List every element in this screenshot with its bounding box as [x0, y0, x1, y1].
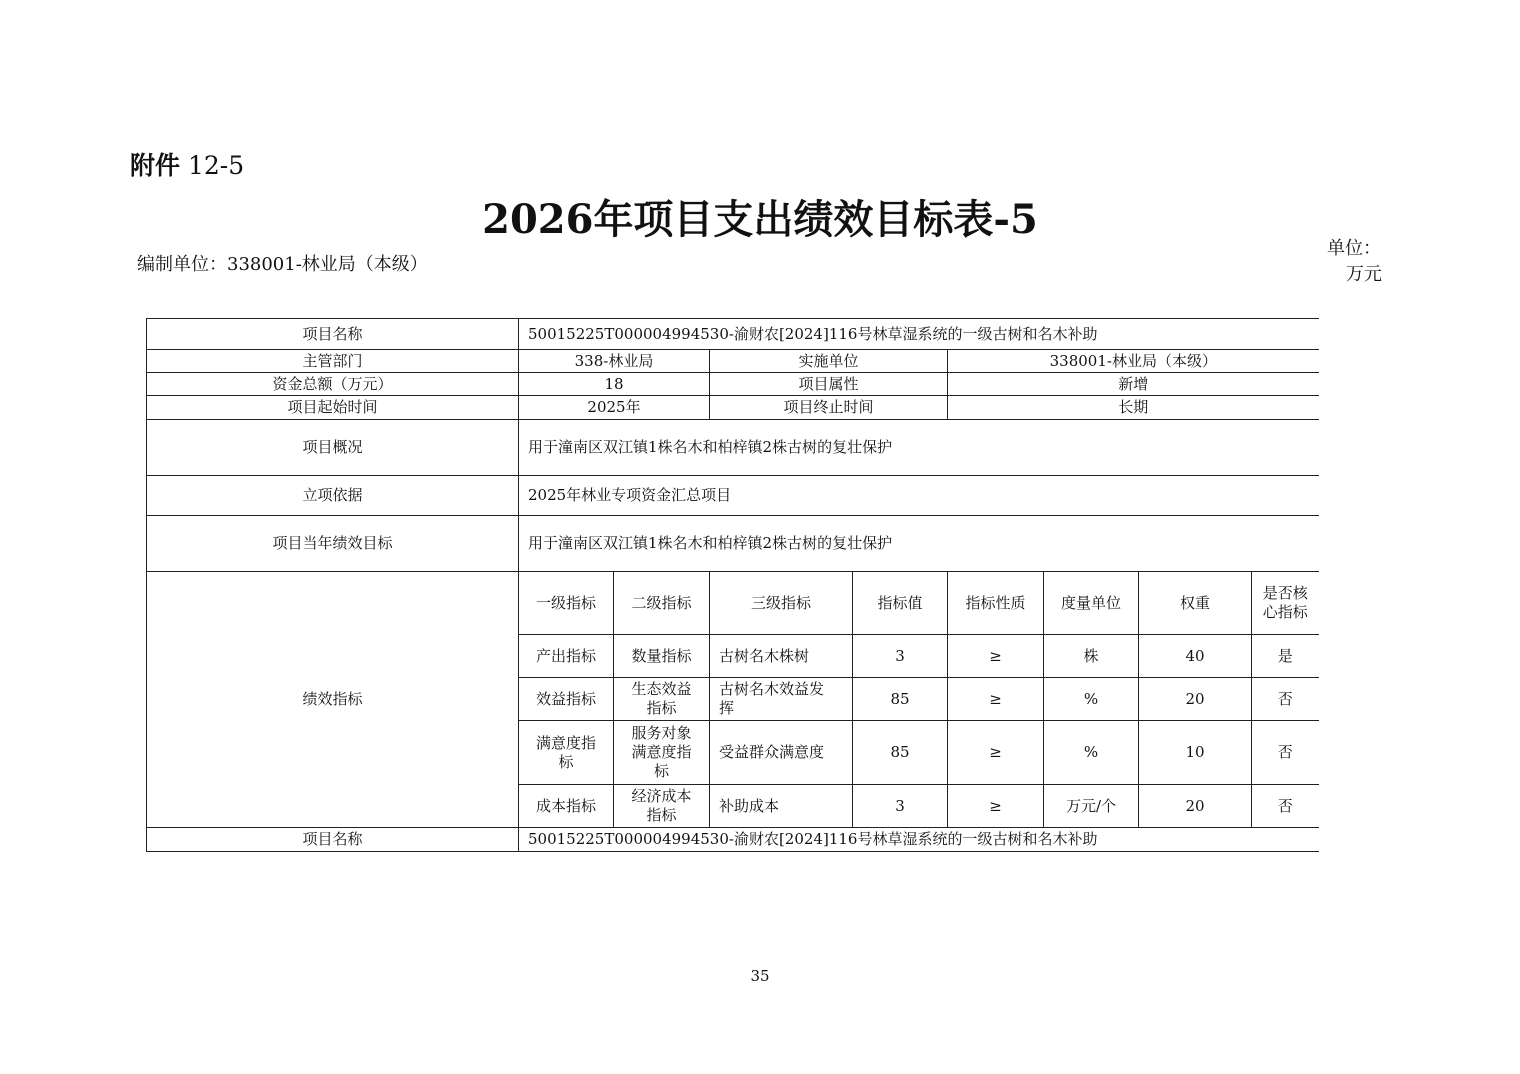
indicator-weight: 10 — [1139, 721, 1252, 785]
indicator-unit: % — [1044, 721, 1139, 785]
indicator-l3: 古树名木株树 — [710, 635, 853, 678]
unit-label: 单位： — [1327, 238, 1381, 259]
indicator-unit: % — [1044, 678, 1139, 721]
indicator-l2: 数量指标 — [614, 635, 710, 678]
attr-label: 项目属性 — [710, 373, 948, 396]
header-nature: 指标性质 — [948, 572, 1044, 635]
indicator-value: 3 — [853, 635, 948, 678]
project-name-value: 50015225T000004994530-渝财农[2024]116号林草湿系统的一级古树和名木补助 — [519, 319, 1319, 350]
indicator-l3: 受益群众满意度 — [710, 721, 853, 785]
attr-value: 新增 — [948, 373, 1319, 396]
indicator-value: 85 — [853, 678, 948, 721]
indicator-nature: ≥ — [948, 678, 1044, 721]
header-core: 是否核心指标 — [1252, 572, 1319, 635]
indicator-value: 85 — [853, 721, 948, 785]
footer-name-label: 项目名称 — [147, 828, 519, 852]
basis-value: 2025年林业专项资金汇总项目 — [519, 476, 1319, 516]
indicators-label: 绩效指标 — [147, 572, 519, 828]
table-row — [147, 373, 1319, 396]
indicator-core: 否 — [1252, 785, 1319, 828]
table-row — [147, 828, 1319, 852]
overview-label: 项目概况 — [147, 420, 519, 476]
header-l1: 一级指标 — [519, 572, 614, 635]
fund-value: 18 — [519, 373, 710, 396]
indicator-l1: 成本指标 — [519, 785, 614, 828]
indicator-l2: 服务对象满意度指标 — [614, 721, 710, 785]
attachment-number: 12-5 — [187, 151, 245, 180]
start-value: 2025年 — [519, 396, 710, 420]
compiling-unit: 编制单位：338001-林业局（本级） — [137, 254, 428, 275]
table-row — [147, 396, 1319, 420]
header-l2: 二级指标 — [614, 572, 710, 635]
end-label: 项目终止时间 — [710, 396, 948, 420]
indicator-l3: 古树名木效益发挥 — [710, 678, 853, 721]
page-title: 2026年项目支出绩效目标表-5 — [482, 196, 1038, 243]
page-number: 35 — [750, 967, 770, 985]
table-row — [147, 319, 1319, 350]
attachment-label — [130, 146, 244, 182]
unit-value: 万元 — [1346, 264, 1382, 285]
impl-label: 实施单位 — [710, 350, 948, 373]
indicator-l2: 生态效益指标 — [614, 678, 710, 721]
table-row — [147, 476, 1319, 516]
attachment-prefix: 附件 — [130, 151, 181, 180]
indicator-weight: 40 — [1139, 635, 1252, 678]
indicator-value: 3 — [853, 785, 948, 828]
indicator-nature: ≥ — [948, 721, 1044, 785]
dept-label: 主管部门 — [147, 350, 519, 373]
indicator-nature: ≥ — [948, 635, 1044, 678]
indicator-l3: 补助成本 — [710, 785, 853, 828]
unit-note — [1327, 236, 1382, 288]
indicator-l1: 效益指标 — [519, 678, 614, 721]
table-row — [147, 350, 1319, 373]
performance-table — [146, 318, 1319, 852]
header-value: 指标值 — [853, 572, 948, 635]
goal-label: 项目当年绩效目标 — [147, 516, 519, 572]
fund-label: 资金总额（万元） — [147, 373, 519, 396]
indicator-weight: 20 — [1139, 785, 1252, 828]
indicator-l1: 产出指标 — [519, 635, 614, 678]
table-row — [147, 516, 1319, 572]
indicator-nature: ≥ — [948, 785, 1044, 828]
indicator-weight: 20 — [1139, 678, 1252, 721]
header-l3: 三级指标 — [710, 572, 853, 635]
header-unit: 度量单位 — [1044, 572, 1139, 635]
indicator-unit: 株 — [1044, 635, 1139, 678]
start-label: 项目起始时间 — [147, 396, 519, 420]
project-name-label: 项目名称 — [147, 319, 519, 350]
basis-label: 立项依据 — [147, 476, 519, 516]
goal-value: 用于潼南区双江镇1株名木和柏梓镇2株古树的复壮保护 — [519, 516, 1319, 572]
header-weight: 权重 — [1139, 572, 1252, 635]
indicator-l2: 经济成本指标 — [614, 785, 710, 828]
indicator-core: 否 — [1252, 721, 1319, 785]
indicator-l1: 满意度指标 — [519, 721, 614, 785]
end-value: 长期 — [948, 396, 1319, 420]
footer-name-value: 50015225T000004994530-渝财农[2024]116号林草湿系统的一级古树和名木补助 — [519, 828, 1319, 852]
dept-value: 338-林业局 — [519, 350, 710, 373]
overview-value: 用于潼南区双江镇1株名木和柏梓镇2株古树的复壮保护 — [519, 420, 1319, 476]
indicator-unit: 万元/个 — [1044, 785, 1139, 828]
indicator-core: 是 — [1252, 635, 1319, 678]
indicator-core: 否 — [1252, 678, 1319, 721]
table-row — [147, 420, 1319, 476]
table-row — [147, 572, 1319, 635]
impl-value: 338001-林业局（本级） — [948, 350, 1319, 373]
